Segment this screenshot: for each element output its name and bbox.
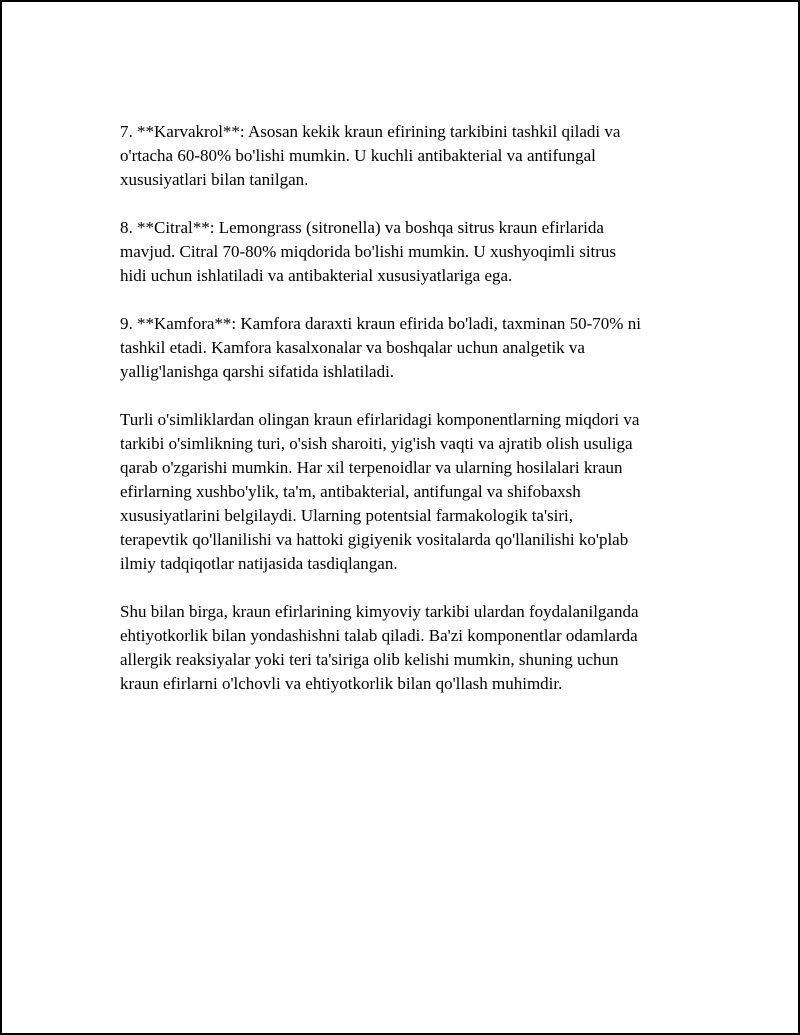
paragraph-composition-variation: Turli o'simliklardan olingan kraun efirlaridagi komponentlarning miqdori va tarkibi o'simlikning turi, o'sish sharoiti, yig'ish vaqti va ajratib olish usuliga qarab o'zgarishi mumkin. Har xil terpenoidlar va ularning hosilalari kraun efirlarning xushbo'ylik, ta'm, antibakterial, antifungal va shifobaxsh xususiyatlarini belgilaydi. Ularning potentsial farmakologik ta'siri, terapevtik qo'llanilishi va hattoki gigiyenik vositalarda qo'llanilishi ko'plab ilmiy tadqiqotlar natijasida tasdiqlangan. (120, 410, 640, 573)
paragraph-precautions: Shu bilan birga, kraun efirlarining kimyoviy tarkibi ulardan foydalanilganda ehtiyotkorlik bilan yondashishni talab qiladi. Ba'zi komponentlar odamlarda allergik reaksiyalar yoki teri ta'siriga olib kelishi mumkin, shuning uchun kraun efirlarni o'lchovli va ehtiyotkorlik bilan qo'llash muhimdir. (120, 602, 639, 693)
paragraph-karvakrol: 7. **Karvakrol**: Asosan kekik kraun efirining tarkibini tashkil qiladi va o'rtacha 60-80% bo'lishi mumkin. U kuchli antibakterial va antifungal xususiyatlari bilan tanilgan. (120, 122, 621, 189)
paragraph-citral: 8. **Citral**: Lemongrass (sitronella) va boshqa sitrus kraun efirlarida mavjud. Citral 70-80% miqdorida bo'lishi mumkin. U xushyoqimli sitrus hidi uchun ishlatiladi va antibakterial xususiyatlariga ega. (120, 218, 617, 285)
document-body (120, 120, 700, 720)
paragraph-kamfora: 9. **Kamfora**: Kamfora daraxti kraun efirida bo'ladi, taxminan 50-70% ni tashkil etadi. Kamfora kasalxonalar va boshqalar uchun analgetik va yallig'lanishga qarshi sifatida ishlatiladi. (120, 314, 641, 381)
